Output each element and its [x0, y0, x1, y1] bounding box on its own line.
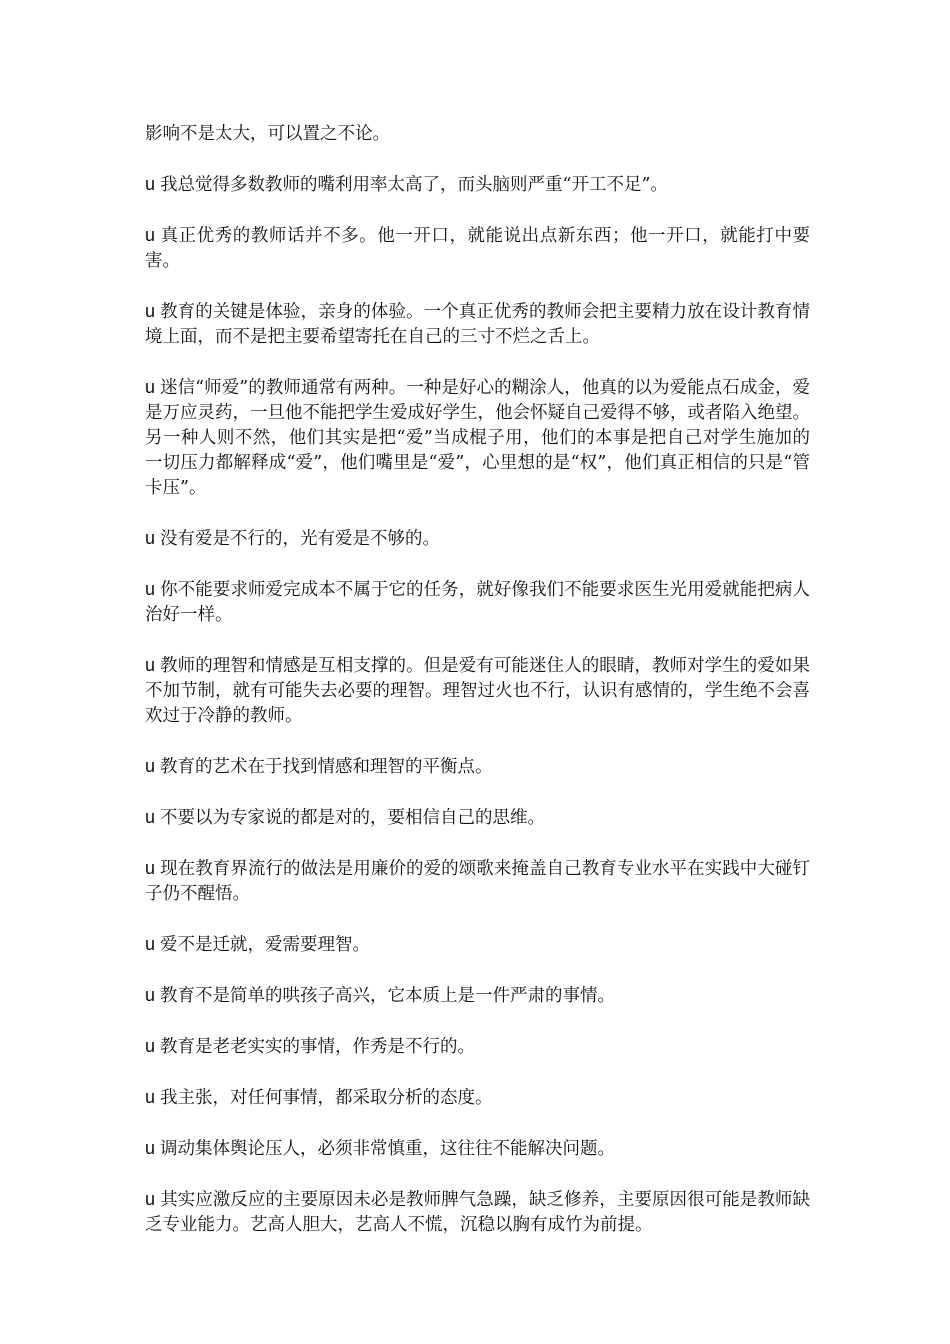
bullet-marker: u	[145, 1138, 156, 1158]
bullet-item	[145, 856, 810, 907]
bullet-item	[145, 932, 810, 958]
bullet-marker: u	[145, 1087, 156, 1107]
bullet-item	[145, 983, 810, 1009]
bullet-text: 教育不是简单的哄孩子高兴，它本质上是一件严肃的事情。	[160, 986, 616, 1006]
bullet-text: 教师的理智和情感是互相支撑的。但是爱有可能迷住人的眼睛，教师对学生的爱如果不加节制，就有可能失去必要的理智。理智过火也不行，认识有感情的，学生绝不会喜欢过于冷静的教师。	[145, 656, 810, 726]
bullet-marker: u	[145, 858, 156, 878]
bullet-text: 迷信“师爱”的教师通常有两种。一种是好心的糊涂人，他真的以为爱能点石成金，爱是万应灵药，一旦他不能把学生爱成好学生，他会怀疑自己爱得不够，或者陷入绝望。另一种人则不然，他们其实是把“爱”当成棍子用，他们的本事是把自己对学生施加的一切压力都解释成“爱”，他们嘴里是“爱”，心里想的是“权”，他们真正相信的只是“管卡压”。	[145, 378, 810, 498]
bullet-item	[145, 1085, 810, 1111]
bullet-item	[145, 653, 810, 729]
bullet-item	[145, 1034, 810, 1060]
bullet-text: 没有爱是不行的，光有爱是不够的。	[160, 529, 441, 549]
bullet-marker: u	[145, 579, 156, 599]
bullet-marker: u	[145, 528, 156, 548]
bullet-text: 教育的关键是体验，亲身的体验。一个真正优秀的教师会把主要精力放在设计教育情境上面，而不是把主要希望寄托在自己的三寸不烂之舌上。	[145, 302, 810, 347]
bullet-text: 其实应激反应的主要原因未必是教师脾气急躁，缺乏修养，主要原因很可能是教师缺乏专业能力。艺高人胆大，艺高人不慌，沉稳以胸有成竹为前提。	[145, 1190, 810, 1235]
bullet-text: 真正优秀的教师话并不多。他一开口，就能说出点新东西；他一开口，就能打中要害。	[145, 226, 810, 271]
bullet-text: 现在教育界流行的做法是用廉价的爱的颂歌来掩盖自己教育专业水平在实践中大碰钉子仍不醒悟。	[145, 859, 810, 904]
bullet-text: 你不能要求师爱完成本不属于它的任务，就好像我们不能要求医生光用爱就能把病人治好一样。	[145, 580, 810, 625]
document-body	[145, 122, 810, 1263]
bullet-text: 我主张，对任何事情，都采取分析的态度。	[160, 1088, 493, 1108]
bullet-marker: u	[145, 1189, 156, 1209]
bullet-item	[145, 299, 810, 350]
bullet-item	[145, 805, 810, 831]
bullet-text: 调动集体舆论压人，必须非常慎重，这往往不能解决问题。	[160, 1139, 616, 1159]
bullet-marker: u	[145, 985, 156, 1005]
bullet-item	[145, 1187, 810, 1238]
bullet-item	[145, 1136, 810, 1162]
bullet-marker: u	[145, 807, 156, 827]
bullet-item	[145, 526, 810, 552]
bullet-text: 教育是老老实实的事情，作秀是不行的。	[160, 1037, 476, 1057]
bullet-marker: u	[145, 225, 156, 245]
bullet-marker: u	[145, 655, 156, 675]
bullet-marker: u	[145, 301, 156, 321]
bullet-item	[145, 577, 810, 628]
bullet-marker: u	[145, 1036, 156, 1056]
bullet-marker: u	[145, 377, 156, 397]
bullet-item	[145, 223, 810, 274]
bullet-text: 教育的艺术在于找到情感和理智的平衡点。	[160, 757, 493, 777]
bullet-item	[145, 754, 810, 780]
bullet-text: 爱不是迁就，爱需要理智。	[160, 935, 371, 955]
bullet-item	[145, 375, 810, 501]
continuation-paragraph: 影响不是太大，可以置之不论。	[145, 124, 390, 144]
bullet-marker: u	[145, 174, 156, 194]
bullet-text: 不要以为专家说的都是对的，要相信自己的思维。	[160, 808, 546, 828]
bullet-text: 我总觉得多数教师的嘴利用率太高了，而头脑则严重“开工不足”。	[160, 175, 668, 195]
bullet-marker: u	[145, 934, 156, 954]
bullet-item	[145, 172, 810, 198]
bullet-marker: u	[145, 756, 156, 776]
